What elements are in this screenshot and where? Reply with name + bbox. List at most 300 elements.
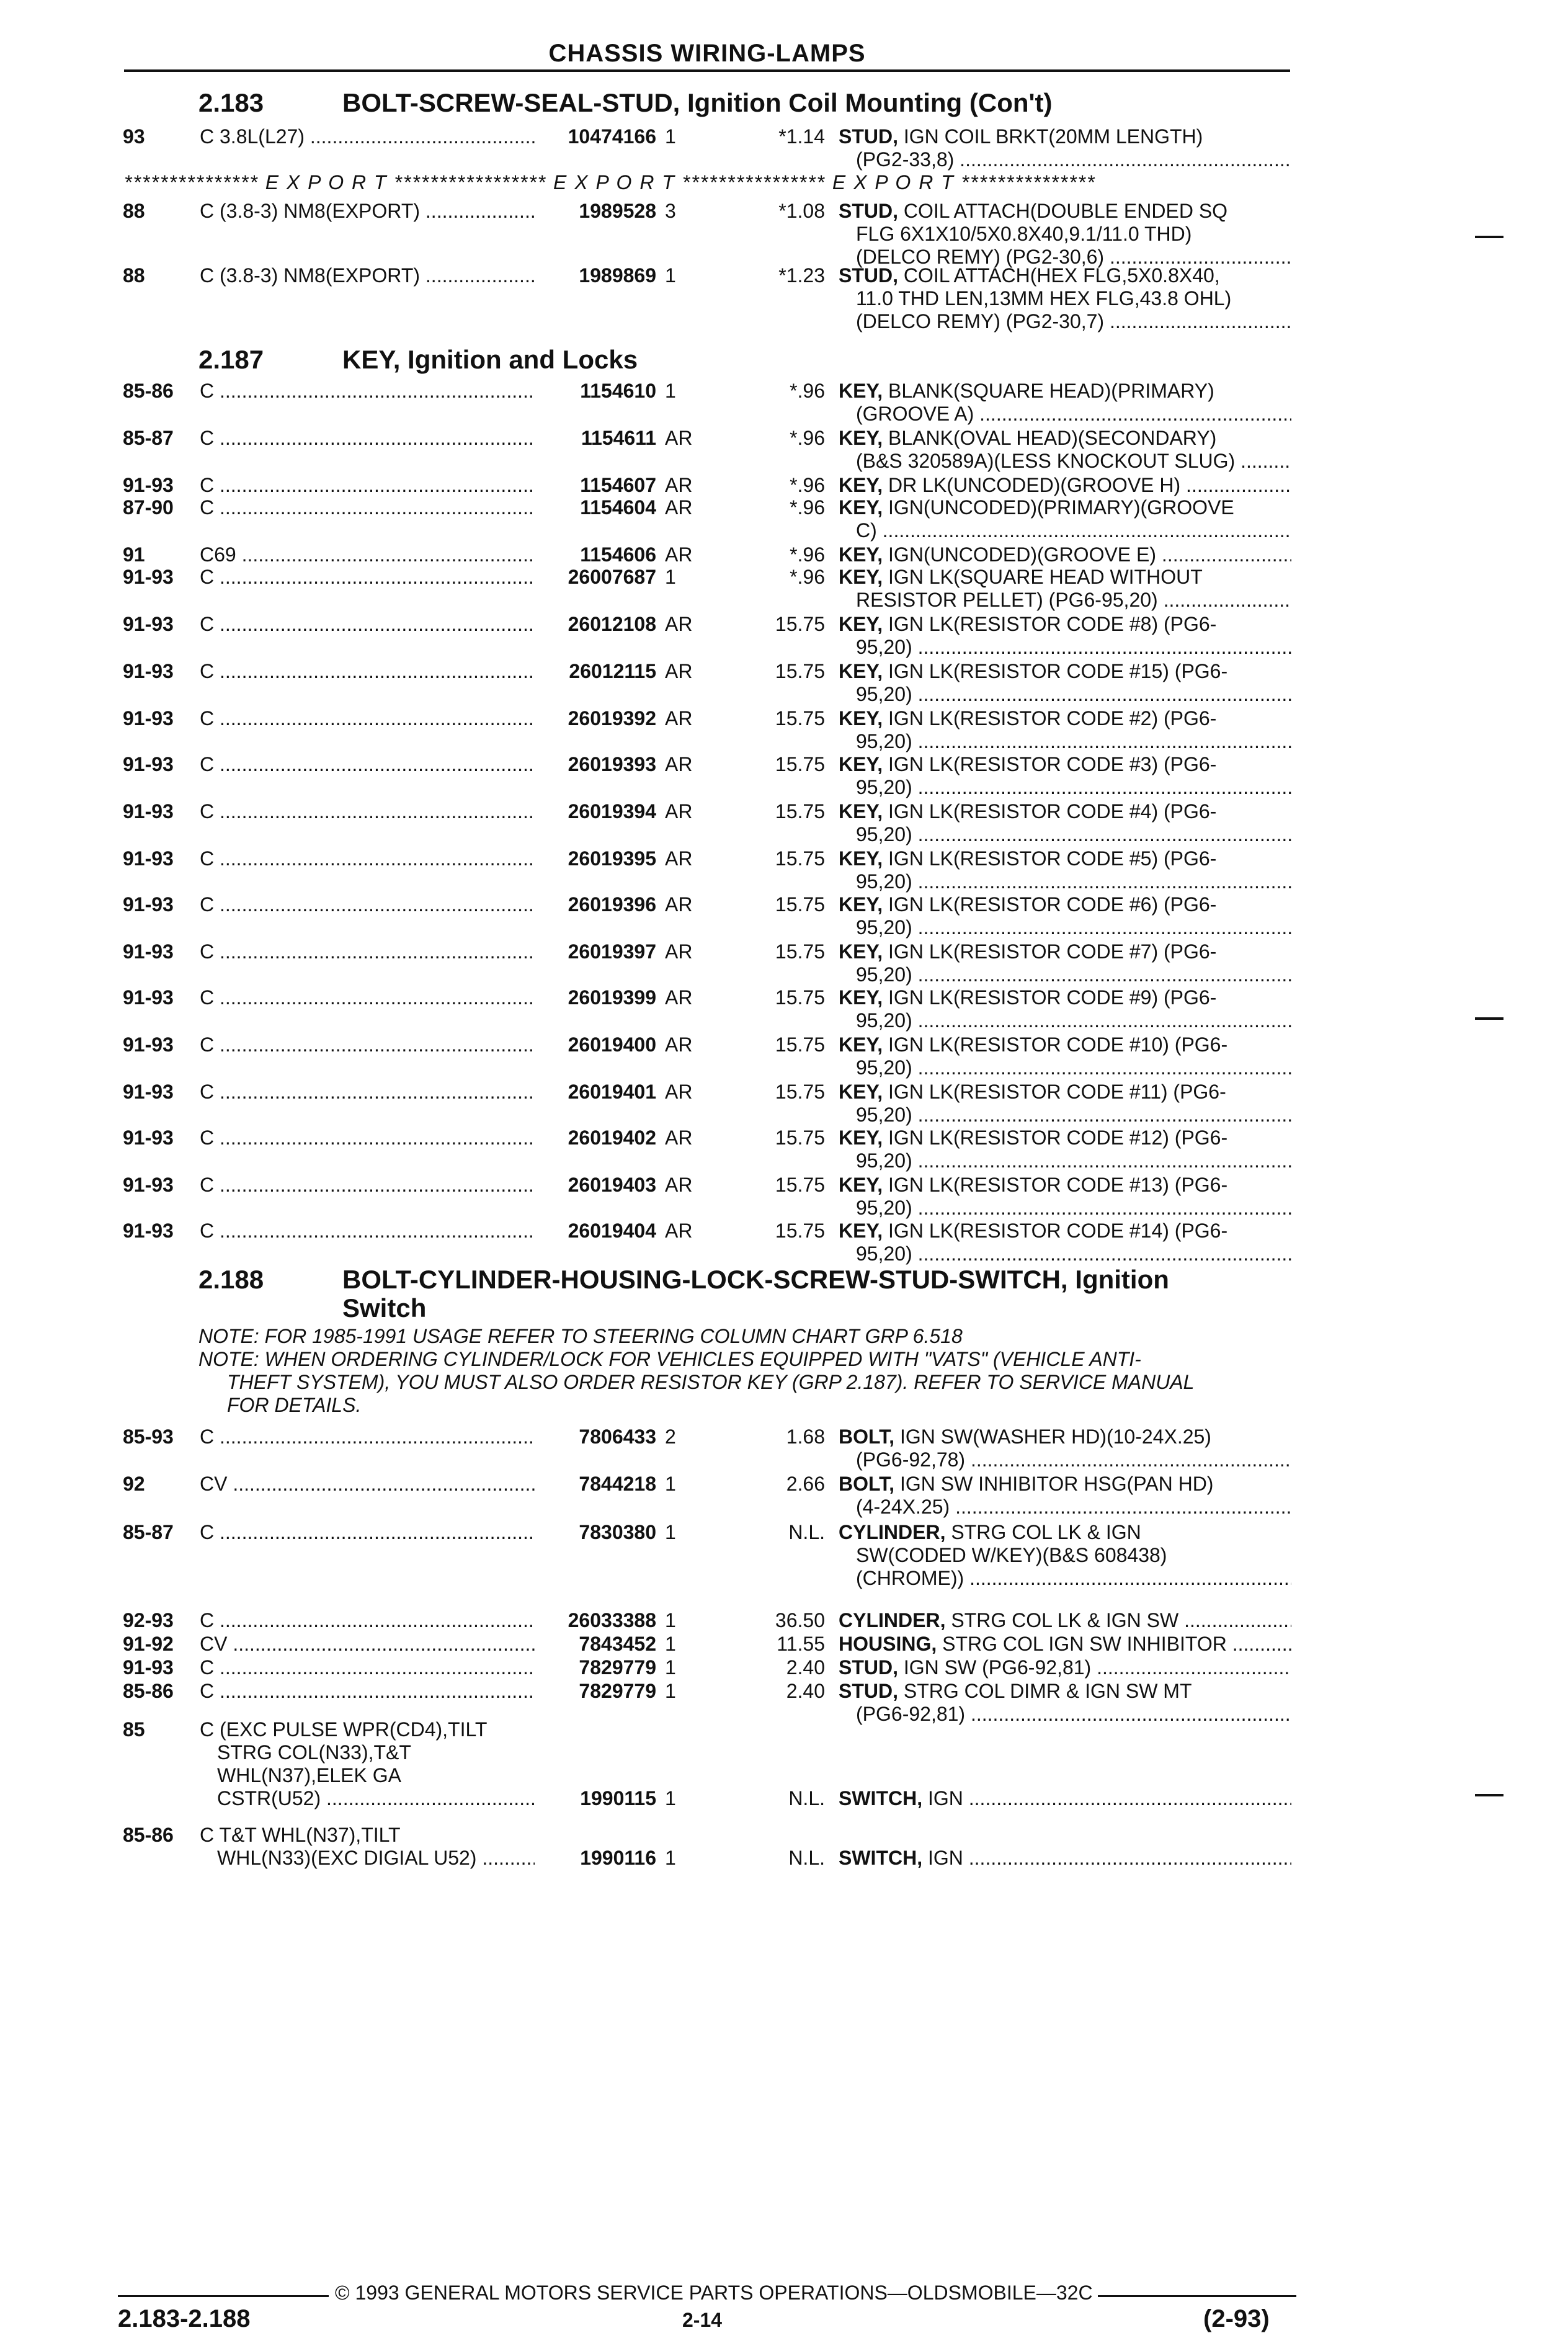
model-code xyxy=(200,566,535,589)
price: 15.75 xyxy=(775,660,825,682)
quantity: 1 xyxy=(665,125,676,148)
description-line xyxy=(839,940,1291,963)
description-line: FLG 6X1X10/5X0.8X40,9.1/11.0 THD) xyxy=(856,223,1192,245)
description-line: RESISTOR PELLET) (PG6-95,20) ..... xyxy=(839,589,1291,612)
year-range: 91 xyxy=(123,543,145,566)
description-detail: IGN LK(RESISTOR CODE #4) (PG6- xyxy=(883,800,1217,823)
description-line: 95,20) ..... xyxy=(839,1197,1291,1220)
quantity: AR xyxy=(665,660,693,682)
part-number: 1154607 xyxy=(580,474,656,496)
model-code-text: C xyxy=(200,1609,215,1631)
model-code-text: C xyxy=(200,1081,215,1103)
description-detail: STRG COL LK & IGN xyxy=(945,1521,1141,1543)
description-line xyxy=(839,753,1291,776)
description-line xyxy=(839,1633,1291,1656)
description-line xyxy=(839,1521,1291,1544)
year-range: 92-93 xyxy=(123,1609,174,1631)
quantity: AR xyxy=(665,1174,693,1196)
part-description xyxy=(839,1081,1291,1126)
price: 15.75 xyxy=(775,753,825,775)
description-detail: IGN LK(RESISTOR CODE #15) (PG6- xyxy=(883,660,1228,682)
quantity: 1 xyxy=(665,1847,676,1869)
description-line: 95,20) ..... xyxy=(839,776,1291,799)
section-number: 2.183 xyxy=(198,88,264,117)
part-number: 26019394 xyxy=(568,800,656,823)
part-description xyxy=(839,800,1291,846)
part-number: 7829779 xyxy=(579,1680,656,1702)
year-range: 91-93 xyxy=(123,1656,174,1679)
quantity: AR xyxy=(665,474,693,496)
part-description xyxy=(839,1680,1291,1726)
part-description xyxy=(839,753,1291,799)
quantity: AR xyxy=(665,427,693,449)
part-description xyxy=(839,125,1291,171)
description-line xyxy=(839,1174,1291,1197)
price: *1.23 xyxy=(778,264,825,287)
description-detail: IGN LK(RESISTOR CODE #6) (PG6- xyxy=(883,893,1217,916)
model-code xyxy=(200,200,535,223)
model-code-text: C xyxy=(200,847,215,870)
part-description xyxy=(839,543,1291,566)
description-noun: STUD, xyxy=(839,200,898,222)
section-title-continued: Switch xyxy=(342,1293,427,1323)
description-detail: STRG COL LK & IGN SW xyxy=(945,1609,1179,1631)
part-description xyxy=(839,1521,1291,1590)
section-title: BOLT-CYLINDER-HOUSING-LOCK-SCREW-STUD-SWITCH, Ignition xyxy=(342,1265,1169,1294)
model-code xyxy=(200,543,535,566)
year-range: 92 xyxy=(123,1473,145,1495)
part-number: 26019400 xyxy=(568,1033,656,1056)
description-noun: SWITCH, xyxy=(839,1847,923,1869)
description-line xyxy=(839,1425,1291,1448)
model-code xyxy=(200,847,535,870)
note-line: NOTE: WHEN ORDERING CYLINDER/LOCK FOR VEHICLES EQUIPPED WITH "VATS" (VEHICLE ANTI- xyxy=(198,1348,1141,1370)
description-noun: BOLT, xyxy=(839,1425,895,1448)
price: 15.75 xyxy=(775,940,825,963)
description-line xyxy=(839,1656,1291,1679)
part-number: 26019393 xyxy=(568,753,656,775)
margin-mark xyxy=(1475,1794,1503,1796)
year-range: 91-93 xyxy=(123,707,174,729)
price: *1.14 xyxy=(778,125,825,148)
description-line xyxy=(839,1081,1291,1104)
description-line: (CHROME)) ..... xyxy=(839,1567,1291,1590)
part-description xyxy=(839,1220,1291,1265)
model-code-text: CV xyxy=(200,1633,228,1655)
description-line xyxy=(839,847,1291,870)
description-line: 95,20) ..... xyxy=(839,823,1291,846)
model-code-line: WHL(N37),ELEK GA xyxy=(217,1764,401,1787)
section-heading-2-187 xyxy=(198,345,638,376)
part-description xyxy=(839,264,1291,333)
year-range: 88 xyxy=(123,264,145,287)
price: *.96 xyxy=(790,427,825,449)
part-number: 26019399 xyxy=(568,986,656,1009)
model-code xyxy=(200,707,535,730)
year-range: 91-93 xyxy=(123,1174,174,1196)
model-code xyxy=(200,800,535,823)
description-line: (B&S 320589A)(LESS KNOCKOUT SLUG) ..... xyxy=(839,450,1291,473)
description-noun: STUD, xyxy=(839,125,898,148)
year-range: 91-93 xyxy=(123,847,174,870)
year-range: 91-93 xyxy=(123,800,174,823)
quantity: 2 xyxy=(665,1425,676,1448)
description-detail: IGN LK(RESISTOR CODE #13) (PG6- xyxy=(883,1174,1228,1196)
description-noun: CYLINDER, xyxy=(839,1521,946,1543)
model-code-line: STRG COL(N33),T&T xyxy=(217,1741,411,1764)
price: 2.40 xyxy=(786,1680,825,1702)
part-number: 26019403 xyxy=(568,1174,656,1196)
part-number: 26019396 xyxy=(568,893,656,916)
part-number: 26019397 xyxy=(568,940,656,963)
description-detail: IGN xyxy=(922,1847,963,1869)
footer-rule-left xyxy=(118,2295,329,2297)
part-description xyxy=(839,660,1291,706)
description-line xyxy=(839,1473,1291,1496)
description-line: 11.0 THD LEN,13MM HEX FLG,43.8 OHL) xyxy=(856,287,1232,310)
description-noun: KEY, xyxy=(839,986,883,1009)
quantity: AR xyxy=(665,1126,693,1149)
model-code-text: C xyxy=(200,893,215,916)
footer-range: 2.183-2.188 xyxy=(118,2305,251,2332)
quantity: 1 xyxy=(665,1473,676,1495)
description-detail: IGN LK(RESISTOR CODE #12) (PG6- xyxy=(883,1126,1228,1149)
part-description xyxy=(839,1126,1291,1172)
quantity: AR xyxy=(665,496,693,519)
description-noun: SWITCH, xyxy=(839,1787,923,1809)
year-range: 91-93 xyxy=(123,1033,174,1056)
quantity: 1 xyxy=(665,566,676,588)
part-number: 26012108 xyxy=(568,613,656,635)
description-detail: IGN(UNCODED)(GROOVE E) xyxy=(883,543,1157,566)
part-description xyxy=(839,1609,1291,1632)
price: 15.75 xyxy=(775,847,825,870)
price: N.L. xyxy=(788,1787,825,1809)
model-code-text: C xyxy=(200,496,215,519)
description-line: (PG6-92,81) ..... xyxy=(839,1703,1291,1726)
part-description xyxy=(839,1633,1291,1656)
description-detail: BLANK(OVAL HEAD)(SECONDARY) xyxy=(883,427,1217,449)
description-line: 95,20) ..... xyxy=(839,1149,1291,1172)
quantity: AR xyxy=(665,800,693,823)
model-code-line: C (EXC PULSE WPR(CD4),TILT xyxy=(200,1718,488,1741)
model-code-text: C xyxy=(200,474,215,496)
price: *.96 xyxy=(790,496,825,519)
model-code-text: C (3.8-3) NM8(EXPORT) xyxy=(200,264,421,287)
description-detail: IGN LK(RESISTOR CODE #8) (PG6- xyxy=(883,613,1217,635)
description-detail: STRG COL DIMR & IGN SW MT xyxy=(898,1680,1192,1702)
year-range: 91-93 xyxy=(123,613,174,635)
model-code-text: C (3.8-3) NM8(EXPORT) xyxy=(200,200,421,222)
margin-mark xyxy=(1475,236,1503,238)
description-noun: KEY, xyxy=(839,707,883,729)
model-code-text: C xyxy=(200,427,215,449)
model-code xyxy=(200,474,535,497)
part-number: 1154606 xyxy=(580,543,656,566)
model-code xyxy=(200,986,535,1009)
description-noun: KEY, xyxy=(839,1126,883,1149)
description-line xyxy=(839,200,1291,223)
note-line: NOTE: FOR 1985-1991 USAGE REFER TO STEERING COLUMN CHART GRP 6.518 xyxy=(198,1325,963,1347)
part-description xyxy=(839,986,1291,1032)
description-line xyxy=(839,707,1291,730)
price: *1.08 xyxy=(778,200,825,222)
price: N.L. xyxy=(788,1521,825,1543)
year-range: 91-93 xyxy=(123,566,174,588)
year-range: 91-93 xyxy=(123,893,174,916)
year-range: 85-86 xyxy=(123,1680,174,1702)
price: 15.75 xyxy=(775,986,825,1009)
part-number: 7830380 xyxy=(579,1521,656,1543)
description-line: 95,20) ..... xyxy=(839,870,1291,893)
part-description xyxy=(839,474,1291,497)
model-code xyxy=(200,1656,535,1679)
description-line xyxy=(839,125,1291,148)
description-noun: CYLINDER, xyxy=(839,1609,946,1631)
page-title: CHASSIS WIRING-LAMPS xyxy=(548,40,866,67)
description-noun: KEY, xyxy=(839,474,883,496)
description-line xyxy=(839,427,1291,450)
year-range: 85-86 xyxy=(123,1824,174,1846)
page-header xyxy=(124,40,1290,73)
part-number: 26019402 xyxy=(568,1126,656,1149)
description-line: SW(CODED W/KEY)(B&S 608438) xyxy=(856,1544,1167,1566)
model-code xyxy=(200,1220,535,1242)
quantity: AR xyxy=(665,707,693,729)
model-code xyxy=(200,1126,535,1149)
section-heading-2-183 xyxy=(198,88,1052,119)
footer-page-number: 2-14 xyxy=(682,2309,723,2331)
description-noun: KEY, xyxy=(839,613,883,635)
description-line xyxy=(839,800,1291,823)
model-code-text: C xyxy=(200,566,215,588)
part-number: 26012115 xyxy=(569,660,656,682)
description-noun: KEY, xyxy=(839,800,883,823)
model-code-text: C xyxy=(200,986,215,1009)
model-code-text: C xyxy=(200,1126,215,1149)
model-code-line: C T&T WHL(N37),TILT xyxy=(200,1824,401,1846)
year-range: 91-93 xyxy=(123,1220,174,1242)
price: 15.75 xyxy=(775,1174,825,1196)
price: 11.55 xyxy=(777,1633,825,1655)
quantity: 1 xyxy=(665,1521,676,1543)
year-range: 91-93 xyxy=(123,660,174,682)
description-noun: KEY, xyxy=(839,380,883,402)
section-heading-2-188 xyxy=(198,1265,1169,1327)
quantity: 1 xyxy=(665,1633,676,1655)
model-code xyxy=(200,427,535,450)
model-code-text: C xyxy=(200,753,215,775)
description-line: (GROOVE A) ..... xyxy=(839,403,1291,426)
quantity: 1 xyxy=(665,264,676,287)
model-code xyxy=(200,940,535,963)
quantity: AR xyxy=(665,940,693,963)
model-code-text: CV xyxy=(200,1473,228,1495)
part-number: 7844218 xyxy=(579,1473,656,1495)
model-code xyxy=(200,264,535,287)
model-code xyxy=(200,613,535,636)
description-line xyxy=(839,543,1291,566)
description-line xyxy=(839,1847,1291,1870)
description-detail: IGN LK(RESISTOR CODE #9) (PG6- xyxy=(883,986,1217,1009)
description-line xyxy=(839,893,1291,916)
model-code xyxy=(200,1718,535,1810)
part-description xyxy=(839,200,1291,269)
description-line xyxy=(839,1787,1291,1810)
model-code-text: C xyxy=(200,1033,215,1056)
part-description xyxy=(839,1033,1291,1079)
description-line xyxy=(839,1609,1291,1632)
description-line: 95,20) ..... xyxy=(839,1009,1291,1032)
description-noun: KEY, xyxy=(839,660,883,682)
part-number: 10474166 xyxy=(568,125,656,148)
year-range: 85-86 xyxy=(123,380,174,402)
year-range: 91-93 xyxy=(123,474,174,496)
model-code xyxy=(200,1521,535,1544)
model-code xyxy=(200,1425,535,1448)
price: *.96 xyxy=(790,474,825,496)
description-noun: STUD, xyxy=(839,1680,898,1702)
model-code-text: C xyxy=(200,707,215,729)
model-code-text: C 3.8L(L27) xyxy=(200,125,305,148)
export-divider: *************** E X P O R T ***************** E X P O R T **************** E X P O R T *************** xyxy=(124,171,1096,194)
description-noun: KEY, xyxy=(839,1033,883,1056)
part-description xyxy=(839,1473,1291,1519)
description-line: 95,20) ..... xyxy=(839,963,1291,986)
quantity: AR xyxy=(665,543,693,566)
description-noun: KEY, xyxy=(839,893,883,916)
description-line: (PG2-33,8) ..... xyxy=(839,148,1291,171)
year-range: 91-92 xyxy=(123,1633,174,1655)
description-detail: IGN SW (PG6-92,81) xyxy=(898,1656,1092,1679)
year-range: 91-93 xyxy=(123,1081,174,1103)
model-code-text: C xyxy=(200,800,215,823)
footer-rule-right xyxy=(1098,2295,1296,2297)
part-number: 26019404 xyxy=(568,1220,656,1242)
year-range: 85-87 xyxy=(123,1521,174,1543)
description-noun: KEY, xyxy=(839,1220,883,1242)
part-number: 1989528 xyxy=(579,200,656,222)
part-description xyxy=(839,496,1291,542)
part-number: 1154610 xyxy=(580,380,656,402)
description-detail: IGN LK(SQUARE HEAD WITHOUT xyxy=(883,566,1203,588)
model-code xyxy=(200,893,535,916)
model-code xyxy=(200,1081,535,1104)
description-noun: KEY, xyxy=(839,1174,883,1196)
part-description xyxy=(839,566,1291,612)
year-range: 91-93 xyxy=(123,940,174,963)
price: 15.75 xyxy=(775,1220,825,1242)
description-line xyxy=(839,264,1291,287)
part-description xyxy=(839,1787,1291,1810)
description-line: C) ..... xyxy=(839,519,1291,542)
description-line xyxy=(839,566,1291,589)
model-code-text: C xyxy=(200,380,215,402)
description-detail: IGN COIL BRKT(20MM LENGTH) xyxy=(898,125,1203,148)
model-code xyxy=(200,1633,535,1656)
quantity: AR xyxy=(665,1220,693,1242)
model-code-text: C xyxy=(200,1521,215,1543)
description-line xyxy=(839,380,1291,403)
description-detail: COIL ATTACH(DOUBLE ENDED SQ xyxy=(898,200,1228,222)
section-title: BOLT-SCREW-SEAL-STUD, Ignition Coil Mounting (Con't) xyxy=(342,88,1053,117)
price: 36.50 xyxy=(775,1609,825,1631)
model-code-text: C xyxy=(200,1425,215,1448)
model-code xyxy=(200,1033,535,1056)
description-noun: KEY, xyxy=(839,566,883,588)
part-number: 26019401 xyxy=(568,1081,656,1103)
description-line: 95,20) ..... xyxy=(839,730,1291,753)
margin-mark xyxy=(1475,1017,1503,1020)
part-description xyxy=(839,1174,1291,1220)
part-number: 7829779 xyxy=(579,1656,656,1679)
quantity: 1 xyxy=(665,1680,676,1702)
description-noun: BOLT, xyxy=(839,1473,895,1495)
part-description xyxy=(839,380,1291,426)
quantity: AR xyxy=(665,613,693,635)
quantity: 1 xyxy=(665,1656,676,1679)
year-range: 88 xyxy=(123,200,145,222)
description-line xyxy=(839,613,1291,636)
description-line xyxy=(839,660,1291,683)
description-line: 95,20) ..... xyxy=(839,916,1291,939)
description-noun: KEY, xyxy=(839,427,883,449)
price: *.96 xyxy=(790,566,825,588)
model-code-text: C xyxy=(200,940,215,963)
model-code xyxy=(200,660,535,683)
price: 2.66 xyxy=(786,1473,825,1495)
part-number: 1154611 xyxy=(581,427,656,449)
price: 1.68 xyxy=(786,1425,825,1448)
part-number: 26019395 xyxy=(568,847,656,870)
footer-copyright: © 1993 GENERAL MOTORS SERVICE PARTS OPERATIONS—OLDSMOBILE—32C xyxy=(335,2282,1093,2304)
description-detail: IGN LK(RESISTOR CODE #7) (PG6- xyxy=(883,940,1217,963)
quantity: AR xyxy=(665,1033,693,1056)
description-line xyxy=(839,1126,1291,1149)
quantity: AR xyxy=(665,1081,693,1103)
part-description xyxy=(839,1656,1291,1679)
part-number: 1154604 xyxy=(580,496,656,519)
year-range: 85 xyxy=(123,1718,145,1741)
description-detail: IGN xyxy=(922,1787,963,1809)
description-line: 95,20) ..... xyxy=(839,636,1291,659)
part-description xyxy=(839,613,1291,659)
quantity: 1 xyxy=(665,380,676,402)
description-detail: IGN LK(RESISTOR CODE #11) (PG6- xyxy=(883,1081,1226,1103)
description-line: 95,20) ..... xyxy=(839,1104,1291,1126)
part-description xyxy=(839,893,1291,939)
description-detail: BLANK(SQUARE HEAD)(PRIMARY) xyxy=(883,380,1214,402)
model-code xyxy=(200,1824,535,1870)
description-line xyxy=(839,474,1291,497)
description-line xyxy=(839,1220,1291,1242)
description-line xyxy=(839,496,1291,519)
part-description xyxy=(839,427,1291,473)
year-range: 85-93 xyxy=(123,1425,174,1448)
header-rule xyxy=(124,69,1290,72)
description-noun: KEY, xyxy=(839,496,883,519)
price: 2.40 xyxy=(786,1656,825,1679)
price: 15.75 xyxy=(775,1126,825,1149)
description-noun: STUD, xyxy=(839,264,898,287)
quantity: 3 xyxy=(665,200,676,222)
model-code-text: C xyxy=(200,1220,215,1242)
description-line: 95,20) ..... xyxy=(839,1056,1291,1079)
description-noun: KEY, xyxy=(839,753,883,775)
part-number: 1990116 xyxy=(580,1847,656,1869)
part-number: 26007687 xyxy=(568,566,656,588)
description-noun: STUD, xyxy=(839,1656,898,1679)
